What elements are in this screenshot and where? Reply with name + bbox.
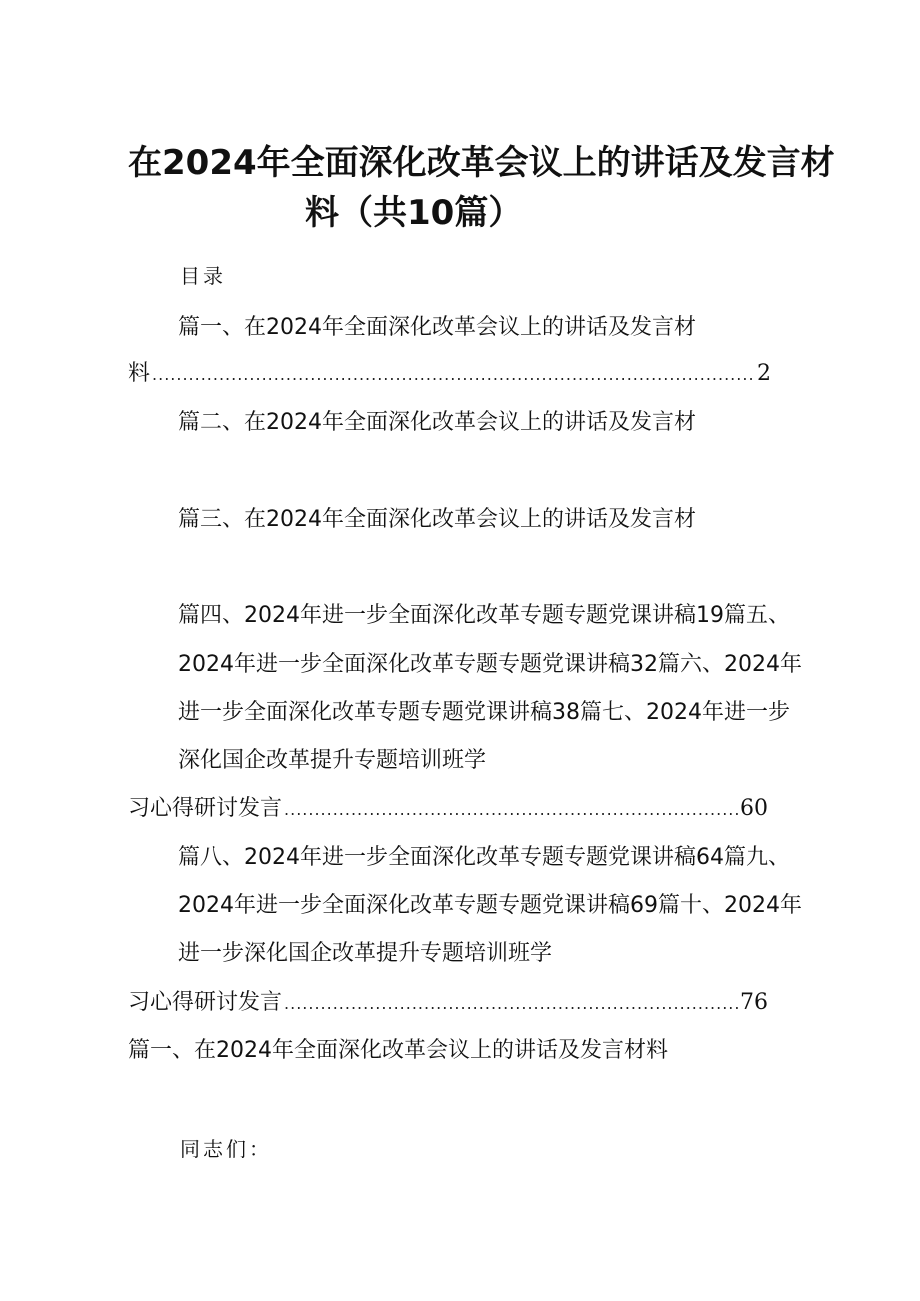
- toc-item-1-page: 2: [757, 361, 771, 386]
- document-title-line-2: 料（共10篇）: [305, 193, 523, 233]
- toc-para-line-4: 深化国企改革提升专题培训班学: [178, 748, 487, 773]
- toc-para-line-5-leader: [128, 791, 768, 822]
- dot-leader: [152, 365, 755, 384]
- toc-para2-line-2: 2024年进一步全面深化改革专题专题党课讲稿69篇十、2024年: [178, 893, 802, 918]
- toc-para-line-5-page: 60: [740, 796, 768, 821]
- dot-leader: [284, 994, 738, 1013]
- toc-para-line-1: 篇四、2024年进一步全面深化改革专题专题党课讲稿19篇五、: [178, 603, 790, 628]
- toc-para2-line-4-text: 习心得研讨发言: [128, 990, 283, 1015]
- toc-para-line-3: 进一步全面深化改革专题专题党课讲稿38篇七、2024年进一步: [178, 700, 790, 725]
- toc-item-2: 篇二、在2024年全面深化改革会议上的讲话及发言材: [178, 410, 696, 435]
- toc-para2-line-4-page: 76: [740, 990, 768, 1015]
- section-1-title: 篇一、在2024年全面深化改革会议上的讲话及发言材料: [128, 1038, 668, 1063]
- toc-item-1-leader: [128, 356, 771, 387]
- toc-para2-line-4-leader: [128, 985, 768, 1016]
- toc-item-3: 篇三、在2024年全面深化改革会议上的讲话及发言材: [178, 507, 696, 532]
- toc-item-1-continuation: 料: [128, 361, 151, 386]
- toc-para-line-2: 2024年进一步全面深化改革专题专题党课讲稿32篇六、2024年: [178, 652, 802, 677]
- toc-para-line-5-text: 习心得研讨发言: [128, 796, 283, 821]
- toc-item-1: 篇一、在2024年全面深化改革会议上的讲话及发言材: [178, 315, 696, 340]
- dot-leader: [284, 800, 738, 819]
- toc-heading: 目录: [180, 264, 226, 288]
- toc-para2-line-3: 进一步深化国企改革提升专题培训班学: [178, 941, 553, 966]
- toc-para2-line-1: 篇八、2024年进一步全面深化改革专题专题党课讲稿64篇九、: [178, 845, 790, 870]
- document-title-line-1: 在2024年全面深化改革会议上的讲话及发言材: [128, 143, 835, 183]
- greeting: 同志们：: [180, 1137, 272, 1161]
